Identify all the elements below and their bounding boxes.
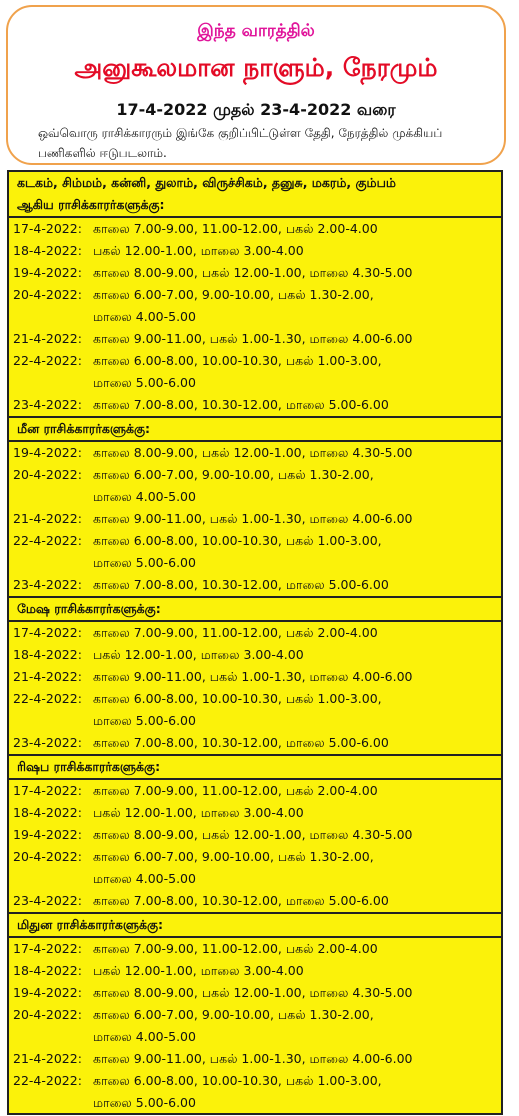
row-date: 22-4-2022: — [13, 533, 82, 548]
row-times: காலை 6.00-7.00, 9.00-10.00, பகல் 1.30-2.00, — [93, 467, 374, 482]
header-subtitle: இந்த வாரத்தில் — [197, 21, 315, 41]
row-date: 21-4-2022: — [13, 1051, 82, 1066]
row-times: காலை 7.00-9.00, 11.00-12.00, பகல் 2.00-4.00 — [93, 941, 378, 956]
row-times: காலை 9.00-11.00, பகல் 1.00-1.30, மாலை 4.00-6.00 — [93, 331, 413, 346]
schedule-row — [9, 890, 501, 912]
schedule-row — [9, 240, 501, 262]
section-title-line: ரிஷப ராசிக்காரர்களுக்கு: — [17, 759, 161, 774]
schedule-row-continuation — [9, 552, 501, 574]
row-date: 18-4-2022: — [13, 805, 82, 820]
row-date: 18-4-2022: — [13, 647, 82, 662]
row-date: 19-4-2022: — [13, 827, 82, 842]
row-times: காலை 6.00-7.00, 9.00-10.00, பகல் 1.30-2.00, — [93, 287, 374, 302]
schedule-row — [9, 824, 501, 846]
row-date: 19-4-2022: — [13, 985, 82, 1000]
row-date: 21-4-2022: — [13, 669, 82, 684]
row-times: பகல் 12.00-1.00, மாலை 3.00-4.00 — [93, 963, 304, 978]
schedule-row-continuation — [9, 306, 501, 328]
row-date-spacer — [13, 868, 93, 890]
row-times-continued: மாலை 4.00-5.00 — [93, 309, 196, 324]
row-date: 17-4-2022: — [13, 625, 82, 640]
row-times: காலை 6.00-8.00, 10.00-10.30, பகல் 1.00-3.00, — [93, 1073, 382, 1088]
date-range: 17-4-2022 முதல் 23-4-2022 வரை — [116, 100, 396, 119]
row-times-continued: மாலை 5.00-6.00 — [93, 555, 196, 570]
schedule-row — [9, 982, 501, 1004]
row-date-spacer — [13, 1026, 93, 1048]
row-times: பகல் 12.00-1.00, மாலை 3.00-4.00 — [93, 805, 304, 820]
row-times: காலை 7.00-8.00, 10.30-12.00, மாலை 5.00-6.00 — [93, 735, 389, 750]
row-times: காலை 8.00-9.00, பகல் 12.00-1.00, மாலை 4.30-5.00 — [93, 985, 413, 1000]
section-title-line: கடகம், சிம்மம், கன்னி, துலாம், விருச்சிகம், தனுசு, மகரம், கும்பம் — [17, 175, 396, 190]
row-date-spacer — [13, 552, 93, 574]
schedule-row — [9, 846, 501, 868]
row-date: 18-4-2022: — [13, 963, 82, 978]
section-header — [9, 418, 501, 442]
row-times: காலை 6.00-8.00, 10.00-10.30, பகல் 1.00-3.00, — [93, 353, 382, 368]
row-date: 17-4-2022: — [13, 941, 82, 956]
section-title-line: மீன ராசிக்காரர்களுக்கு: — [17, 421, 151, 436]
schedule-row — [9, 218, 501, 240]
row-date: 20-4-2022: — [13, 849, 82, 864]
row-times: காலை 7.00-8.00, 10.30-12.00, மாலை 5.00-6.00 — [93, 893, 389, 908]
row-times: பகல் 12.00-1.00, மாலை 3.00-4.00 — [93, 243, 304, 258]
row-date-spacer — [13, 1092, 93, 1114]
section-header — [9, 598, 501, 622]
schedule-row — [9, 1070, 501, 1092]
zodiac-section — [9, 598, 501, 756]
schedule-row — [9, 442, 501, 464]
schedule-row — [9, 802, 501, 824]
schedule-row — [9, 1048, 501, 1070]
header-note: ஒவ்வொரு ராசிக்காரரும் இங்கே குறிப்பிட்டுள்ள தேதி, நேரத்தில் முக்கியப் பணிகளில் ஈடுபடலாம். — [38, 126, 443, 160]
row-times: காலை 7.00-8.00, 10.30-12.00, மாலை 5.00-6.00 — [93, 397, 389, 412]
section-header — [9, 756, 501, 780]
row-date: 21-4-2022: — [13, 511, 82, 526]
schedule-row-continuation — [9, 486, 501, 508]
row-date-spacer — [13, 486, 93, 508]
row-times-continued: மாலை 5.00-6.00 — [93, 375, 196, 390]
section-header — [9, 914, 501, 938]
row-times: காலை 6.00-8.00, 10.00-10.30, பகல் 1.00-3.00, — [93, 691, 382, 706]
section-header — [9, 172, 501, 218]
row-times-continued: மாலை 4.00-5.00 — [93, 1029, 196, 1044]
schedule-row — [9, 938, 501, 960]
row-times: காலை 7.00-9.00, 11.00-12.00, பகல் 2.00-4.00 — [93, 221, 378, 236]
section-title-line: ஆகிய ராசிக்காரர்களுக்கு: — [17, 197, 165, 212]
schedule-table — [7, 170, 503, 1115]
schedule-row — [9, 574, 501, 596]
row-date: 17-4-2022: — [13, 221, 82, 236]
schedule-row — [9, 262, 501, 284]
schedule-row — [9, 464, 501, 486]
schedule-row-continuation — [9, 710, 501, 732]
section-title-line: மிதுன ராசிக்காரர்களுக்கு: — [17, 917, 164, 932]
row-times: காலை 8.00-9.00, பகல் 12.00-1.00, மாலை 4.30-5.00 — [93, 445, 413, 460]
schedule-row — [9, 350, 501, 372]
schedule-row — [9, 732, 501, 754]
row-times: காலை 7.00-9.00, 11.00-12.00, பகல் 2.00-4.00 — [93, 625, 378, 640]
row-date: 23-4-2022: — [13, 577, 82, 592]
schedule-row-continuation — [9, 868, 501, 890]
schedule-row-continuation — [9, 1026, 501, 1048]
schedule-row — [9, 284, 501, 306]
zodiac-section — [9, 756, 501, 914]
row-times: காலை 7.00-8.00, 10.30-12.00, மாலை 5.00-6.00 — [93, 577, 389, 592]
row-date: 17-4-2022: — [13, 783, 82, 798]
schedule-row — [9, 644, 501, 666]
schedule-row — [9, 1004, 501, 1026]
row-times-continued: மாலை 5.00-6.00 — [93, 713, 196, 728]
row-date: 19-4-2022: — [13, 445, 82, 460]
header-title: அனுகூலமான நாளும், நேரமும் — [74, 53, 438, 82]
schedule-row — [9, 328, 501, 350]
row-date: 20-4-2022: — [13, 1007, 82, 1022]
row-times: பகல் 12.00-1.00, மாலை 3.00-4.00 — [93, 647, 304, 662]
row-times: காலை 7.00-9.00, 11.00-12.00, பகல் 2.00-4.00 — [93, 783, 378, 798]
row-date: 22-4-2022: — [13, 1073, 82, 1088]
row-date: 23-4-2022: — [13, 735, 82, 750]
schedule-row — [9, 666, 501, 688]
row-date: 19-4-2022: — [13, 265, 82, 280]
row-date: 22-4-2022: — [13, 691, 82, 706]
row-date-spacer — [13, 306, 93, 328]
row-date: 18-4-2022: — [13, 243, 82, 258]
row-date: 20-4-2022: — [13, 287, 82, 302]
row-times: காலை 9.00-11.00, பகல் 1.00-1.30, மாலை 4.00-6.00 — [93, 511, 413, 526]
zodiac-section — [9, 172, 501, 418]
row-times-continued: மாலை 4.00-5.00 — [93, 871, 196, 886]
schedule-row — [9, 508, 501, 530]
schedule-row — [9, 960, 501, 982]
row-times: காலை 8.00-9.00, பகல் 12.00-1.00, மாலை 4.30-5.00 — [93, 265, 413, 280]
schedule-row — [9, 530, 501, 552]
row-times: காலை 9.00-11.00, பகல் 1.00-1.30, மாலை 4.00-6.00 — [93, 669, 413, 684]
row-times: காலை 6.00-7.00, 9.00-10.00, பகல் 1.30-2.00, — [93, 849, 374, 864]
row-date-spacer — [13, 710, 93, 732]
header-box — [6, 5, 506, 165]
row-date-spacer — [13, 372, 93, 394]
row-date: 20-4-2022: — [13, 467, 82, 482]
schedule-row — [9, 780, 501, 802]
row-date: 21-4-2022: — [13, 331, 82, 346]
zodiac-section — [9, 914, 501, 1114]
row-times: காலை 9.00-11.00, பகல் 1.00-1.30, மாலை 4.00-6.00 — [93, 1051, 413, 1066]
row-times-continued: மாலை 5.00-6.00 — [93, 1095, 196, 1110]
row-times: காலை 8.00-9.00, பகல் 12.00-1.00, மாலை 4.30-5.00 — [93, 827, 413, 842]
schedule-row — [9, 622, 501, 644]
schedule-row — [9, 394, 501, 416]
schedule-row-continuation — [9, 372, 501, 394]
schedule-row-continuation — [9, 1092, 501, 1114]
row-date: 22-4-2022: — [13, 353, 82, 368]
schedule-row — [9, 688, 501, 710]
row-date: 23-4-2022: — [13, 397, 82, 412]
row-times-continued: மாலை 4.00-5.00 — [93, 489, 196, 504]
section-title-line: மேஷ ராசிக்காரர்களுக்கு: — [17, 601, 161, 616]
row-times: காலை 6.00-8.00, 10.00-10.30, பகல் 1.00-3.00, — [93, 533, 382, 548]
row-date: 23-4-2022: — [13, 893, 82, 908]
zodiac-section — [9, 418, 501, 598]
row-times: காலை 6.00-7.00, 9.00-10.00, பகல் 1.30-2.00, — [93, 1007, 374, 1022]
